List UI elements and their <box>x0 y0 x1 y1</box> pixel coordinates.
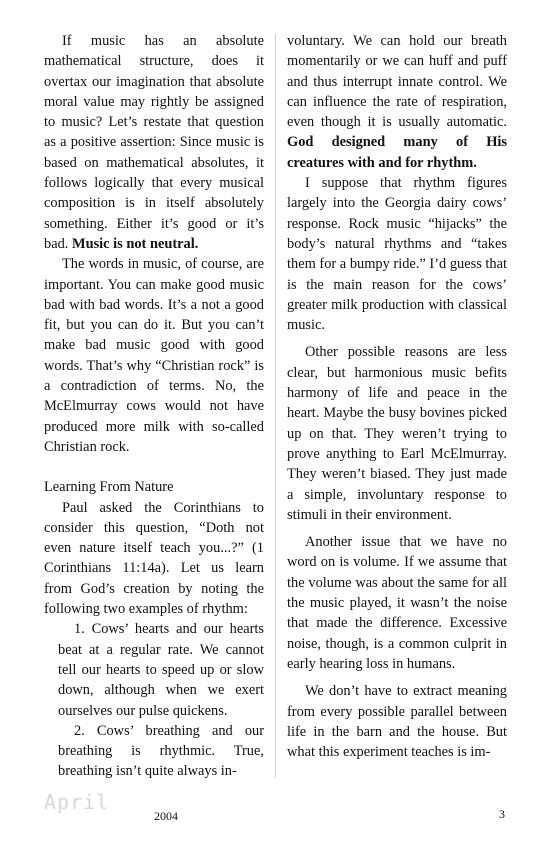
paragraph-parallels: We don’t have to extract meaning from every possible parallel between life in the barn and the house. But what this experiment teaches is im- <box>287 683 507 761</box>
footer-month: April <box>44 790 110 814</box>
paragraph-words-in-music: The words in music, of course, are important. You can make good music bad with bad words. It’s a not a good fit, but you can do it. But you can’t make bad music good with good words. That’s why “Christian rock” is a contradiction of terms. No, the McElmurray cows would not have produced more milk with so-called Christian rock. <box>44 256 264 455</box>
paragraph-other-reasons: Other possible reasons are less clear, but harmonious music befits harmony of life and peace in the heart. Maybe the busy bovines picked up on that. They weren’t trying to prove anything to Earl McElmurray. They weren’t biased. They just made a simple, involuntary response to stimuli in their environment. <box>287 344 507 523</box>
paragraph-corinthians: Paul asked the Corinthians to consider this question, “Doth not even nature itself teach you...?” (1 Corinthians 11:14a). Let us learn from God’s creation by noting the following two examples of rhythm: <box>44 499 264 618</box>
footer-year: 2004 <box>154 809 178 823</box>
section-heading: Learning From Nature <box>44 479 174 496</box>
paragraph-voluntary <box>287 31 507 173</box>
paragraph-text: voluntary. We can hold our breath momentarily or we can huff and puff and thus interrupt innate control. We can influence the rate of respiration, even though it is usually automatic. <box>287 33 507 131</box>
left-column <box>44 31 264 782</box>
column-divider <box>275 34 276 778</box>
right-column <box>287 31 507 762</box>
paragraph-volume: Another issue that we have no word on is volume. If we assume that the volume was about the same for all the music played, it wasn’t the noise that made the difference. Excessive noise, though, is a common culprit in early hearing loss in humans. <box>287 534 507 672</box>
paragraph-text: If music has an absolute mathematical structure, does it overtax our imagination that absolute moral value may rightly be assigned to music? Let’s restate that question as a positive assertion: Since music is based on mathematical absolutes, it follows logically that every musical composition is in itself absolutely something. Either it’s good or it’s bad. <box>44 33 264 252</box>
bold-statement: God designed many of His creatures with and for rhythm. <box>287 134 507 171</box>
list-item-breathing: 2. Cows’ breathing and our breathing is rhythmic. True, breathing isn’t quite always in- <box>58 722 264 780</box>
paragraph-rhythm-figures: I suppose that rhythm figures largely into the Georgia dairy cows’ response. Rock music “hijacks” the body’s natural rhythms and “takes them for a bumpy ride.” I’d guess that is the main reason for the cows’ greater milk production with classical music. <box>287 175 507 334</box>
list-item-hearts: 1. Cows’ hearts and our hearts beat at a regular rate. We cannot tell our hearts to speed up or slow down, although when we exert ourselves our pulse quickens. <box>58 621 264 719</box>
bold-statement: Music is not neutral. <box>71 235 199 252</box>
paragraph-music-structure <box>44 31 264 254</box>
page-number: 3 <box>499 807 505 821</box>
